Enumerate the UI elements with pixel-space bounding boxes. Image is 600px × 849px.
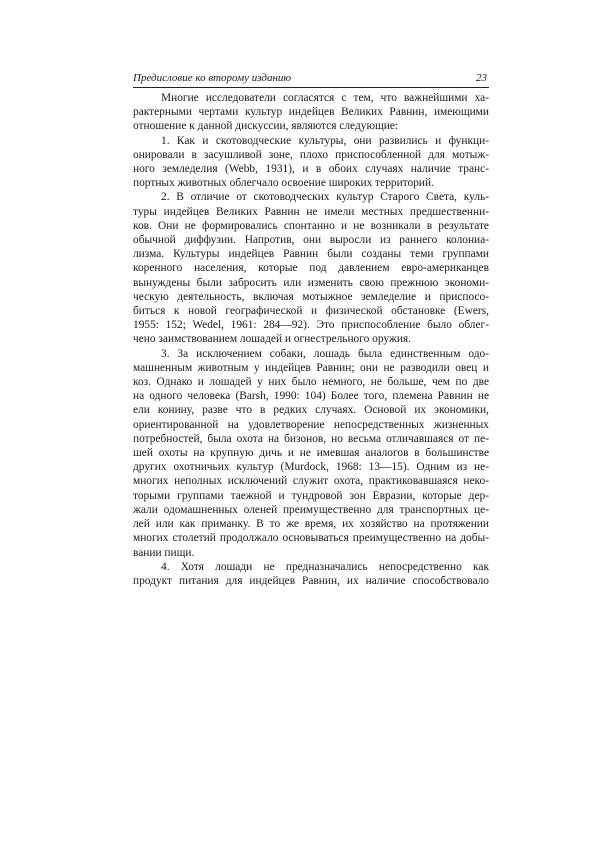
running-header-title: Предисловие ко второму изданию — [133, 72, 292, 84]
text-line: ческую деятельность, включая мотыжное земледелие и приспосо- — [133, 290, 489, 303]
text-line: биться к новой географической и физической обстановке (Ewers, — [133, 305, 489, 318]
text-line: коз. Однако и лошадей у них было немного, не больше, чем по две — [133, 376, 489, 389]
running-header — [133, 71, 489, 88]
text-line: Многие исследователи согласятся с тем, что важнейшими ха- — [161, 92, 489, 104]
text-line: ного земледелия (Webb, 1931), и в обоих случаях наличие транс- — [133, 163, 489, 176]
text-line: туры индейцев Великих Равнин не имели местных предшественни- — [133, 205, 489, 218]
text-line: 2. В отличие от скотоводческих культур Старого Света, куль- — [161, 191, 489, 204]
text-line: на одного человека (Barsh, 1990: 104) Более того, племена Равнин не — [133, 390, 489, 403]
text-line: вынуждены были забросить или изменить свою прежнюю экономи- — [133, 276, 489, 289]
text-line: онировали в засушливой зоне, плохо приспособленной для мотыж- — [133, 148, 489, 161]
text-line: продукт питания для индейцев Равнин, их наличие способствовало — [133, 574, 489, 587]
text-line: 1955: 152; Wedel, 1961: 284—92). Это приспособление было облег- — [133, 319, 489, 332]
text-line: коренного населения, которые под давлением евро-американцев — [133, 262, 489, 275]
text-line: обычной диффузии. Напротив, они выросли из раннего колониа- — [133, 234, 489, 247]
paragraph — [133, 134, 489, 191]
text-line: лей или как приманку. В то же время, их хозяйство на протяжении — [133, 518, 489, 531]
text-line: портных животных облегчало освоение широких территорий. — [133, 177, 434, 190]
text-line: многих столетий продолжало основываться преимущественно на добы- — [133, 532, 489, 545]
paragraph — [133, 560, 489, 588]
page-number: 23 — [476, 72, 487, 84]
text-line: 4. Хотя лошади не предназначались непосредственно как — [161, 560, 489, 573]
text-line: рактерными чертами культур индейцев Великих Равнин, имеющими — [133, 106, 489, 119]
text-line: отношение к данной дискуссии, являются следующие: — [133, 120, 399, 133]
paragraph — [133, 190, 489, 346]
text-line: 3. За исключением собаки, лошадь была единственным одо- — [161, 347, 489, 360]
body-text — [133, 91, 489, 588]
paragraph — [133, 91, 489, 134]
text-line: ориентированной на удовлетворение непосредственных жизненных — [133, 418, 489, 431]
text-line: вании пищи. — [133, 546, 195, 559]
text-line: лизма. Культуры индейцев Равнин были созданы теми группами — [133, 248, 489, 261]
text-line: шей охоты на крупную дичь и не имевшая аналогов в большинстве — [133, 447, 489, 460]
text-line: ков. Они не формировались спонтанно и не возникали в результате — [133, 219, 489, 232]
text-line: машненным животным у индейцев Равнин; они не разводили овец и — [133, 361, 489, 374]
text-line: потребностей, была охота на бизонов, но весьма отличавшаяся от пе- — [133, 432, 489, 445]
text-line: чено заимствованием лошадей и огнестрельного оружия. — [133, 333, 412, 346]
text-line: многих неполных исключений служит охота, практиковавшаяся неко- — [133, 475, 489, 488]
text-line: других охотничьих культур (Murdock, 1968: 13—15). Одним из не- — [133, 461, 489, 474]
paragraph — [133, 347, 489, 560]
text-line: ели конину, разве что в редких случаях. Основой их экономики, — [133, 404, 489, 417]
text-line: 1. Как и скотоводческие культуры, они развились и функци- — [161, 134, 489, 147]
text-line: торыми группами таежной и тундровой зон Евразии, которые дер- — [133, 489, 489, 502]
text-line: жали одомашненных оленей преимущественно для транспортных це- — [133, 503, 489, 516]
